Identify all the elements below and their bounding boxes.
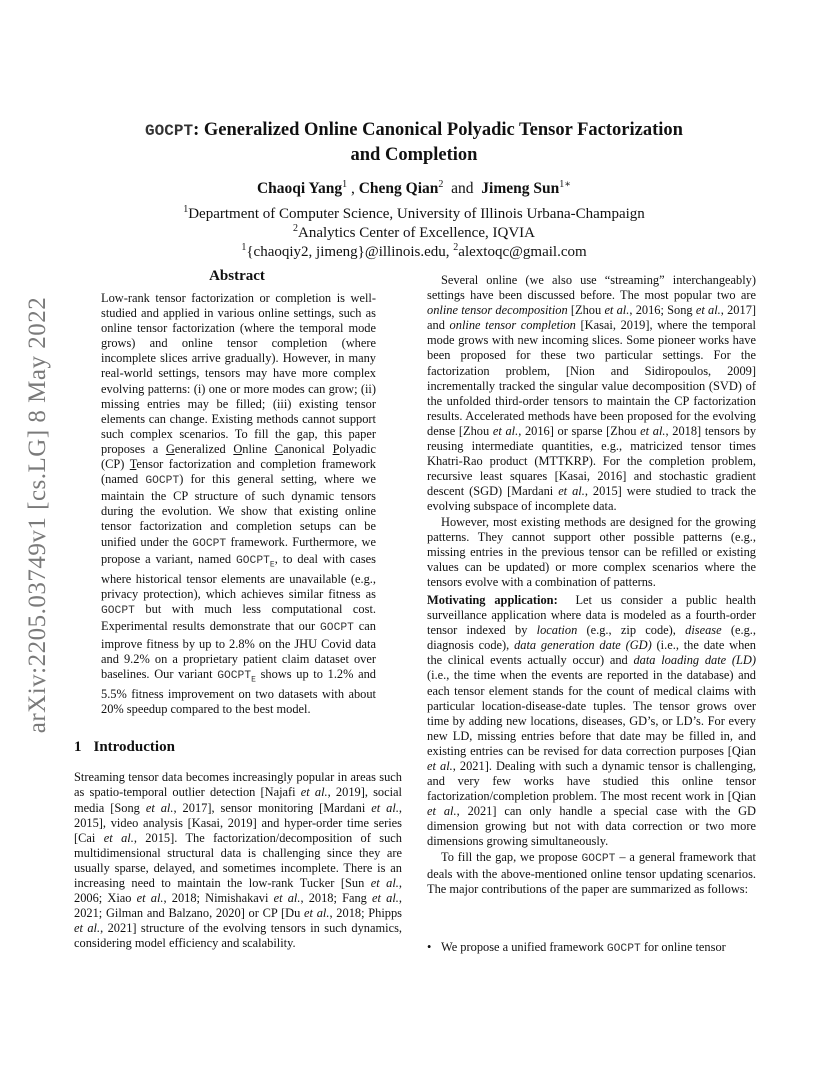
introduction-paragraph: Streaming tensor data becomes increasingly popular in areas such as spatio-temporal outlier detection [Najafi et al., 2019], social media [Song et al., 2017], sensor monitoring [Mardani et al., 2015], video analysis [Kasai, 2019] and hyper-order time series [Cai et al., 2015]. The factorization/decomposition of such multidimensional structural data is challenging since they are usually sparse, delayed, and sometimes incomplete. There is an increasing need to maintain the low-rank Tucker [Sun et al., 2006; Xiao et al., 2018; Nimishakavi et al., 2018; Fang et al., 2021; Gilman and Balzano, 2020] or CP [Du et al., 2018; Phipps et al., 2021] structure of the evolving tensors in such dynamics, considering model efficiency and scalability. [74,770,403,951]
email-1: {chaoqiy2, jimeng}@illinois.edu, [246,244,454,260]
arxiv-side-stamp [18,290,58,740]
title-line-2: and Completion [350,145,478,165]
section-title: Introduction [93,739,175,755]
author-1: Chaoqi Yang [256,180,343,197]
author-separator: , [347,180,359,197]
affil-2-mark: 2 [293,223,298,234]
title-acronym: GOCPT [145,122,194,140]
bullet-marker: • [427,940,432,954]
email-2-mark: 2 [453,242,459,253]
section-heading-introduction [74,739,175,756]
author-list [100,180,728,198]
email-1-mark: 1 [241,242,247,253]
paper-title [100,118,728,167]
affiliations [100,205,728,243]
email-2: alextoqc@gmail.com [458,244,587,260]
author-2-affil-mark: 2 [438,178,444,190]
contribution-bullet-1: • We propose a unified framework GOCPT for online tensor [427,940,726,955]
paragraph-contributions-intro: To fill the gap, we propose GOCPT – a general framework that deals with the above-mentioned online tensor updating scenarios. The major contributions of the paper are summarized as follows: [427,849,756,896]
author-emails [100,244,728,261]
affiliation-2: Analytics Center of Excellence, IQVIA [298,225,535,241]
abstract-body: Low-rank tensor factorization or completion is well-studied and applied in various online settings, such as online tensor factorization (where the temporal mode grows) and online tensor completion (where incomplete slices arrive gradually). However, in many real-world settings, tensors may have more complex evolving patterns: (i) one or more modes can grow; (ii) missing entries may be filled; (iii) existing tensor elements can change. Existing methods cannot support such complex scenarios. To fill the gap, this paper proposes a Generalized Online Canonical Polyadic (CP) Tensor factorization and completion framework (named GOCPT) for this general setting, where we maintain the CP structure of such dynamic tensors during the evolution. We show that existing online tensor factorization and completion setups can be unified under the GOCPT framework. Furthermore, we propose a variant, named $GOCPT_E$, to deal with cases where historical tensor elements are unavailable (e.g., privacy protection), which achieves similar fitness as GOCPT but with much less computational cost. Experimental results demonstrate that our GOCPT can improve fitness by up to 2.8% on the JHU Covid data and 9.2% on a proprietary patient claim dataset over baselines. Our variant $GOCPT_E$ shows up to 1.2% and 5.5% fitness improvement on two datasets with about 20% speedup compared to the best model. [101,291,376,717]
title-line-1: : Generalized Online Canonical Polyadic Tensor Factorization [193,120,683,140]
affiliation-1: Department of Computer Science, University of Illinois Urbana-Champaign [188,206,645,222]
author-3: Jimeng Sun [481,180,560,197]
paragraph-existing-methods: However, most existing methods are designed for the growing patterns. They cannot support other possible patterns (e.g., missing entries in the previous tensor can be refilled or existing values can be updated) or more complex scenarios where the tensors evolve with a combination of patterns. [427,514,756,589]
author-separator: and [443,180,482,197]
arxiv-stamp-text: arXiv:2205.03749v1 [cs.LG] 8 May 2022 [24,296,51,734]
author-3-affil-mark: 1∗ [559,178,572,190]
right-column-text [427,273,760,897]
author-1-affil-mark: 1 [342,178,348,190]
section-number: 1 [74,739,82,755]
author-2: Cheng Qian [358,180,439,197]
paragraph-online-settings: Several online (we also use “streaming” interchangeably) settings have been discussed before. The most popular two are online tensor decomposition [Zhou et al., 2016; Song et al., 2017] and online tensor completion [Kasai, 2019], where the temporal mode grows with new incoming slices. Some pioneer works have been proposed for these two particular settings. For the factorization problem, [Nion and Sidiropoulos, 2009] incrementally tracked the singular value decomposition (SVD) of the unfolded third-order tensors to maintain the CP factorization results. Accelerated methods have been proposed for the evolving dense [Zhou et al., 2016] or sparse [Zhou et al., 2018] tensors by reusing intermediate quantities, e.g., matricized tensor times Khatri-Rao product (MTTKRP). For the completion problem, recursive least squares [Kasai, 2016] and stochastic gradient descent (SGD) [Mardani et al., 2015] were studied to track the evolving subspace of incomplete data. [427,273,757,514]
abstract-heading: Abstract [209,268,265,284]
paragraph-motivating-application: Motivating application: Let us consider a public health surveillance application where data is modeled as a fourth-order tensor indexed by location (e.g., zip code), disease (e.g., diagnosis code), data generation date (GD) (i.e., the date when the clinical events actually occur) and data loading date (LD) (i.e., the time when the events are reported in the database) and each tensor element stands for the count of medical claims with particular location-disease-date tuples. The tensor grows over time by adding new locations, diseases, GD’s, or LD’s. For every new LD, missing entries before that date may be filled in, and existing entries can be revised for data correction purposes [Qian et al., 2021]. Dealing with such a dynamic tensor is challenging, and very few works have studied this online tensor factorization/completion problem. The most recent work in [Qian et al., 2021] can only handle a special case with the GD dimension growing but not with data correction or two more dimensions growing simultaneously. [427,592,760,849]
affil-1-mark: 1 [183,204,189,215]
